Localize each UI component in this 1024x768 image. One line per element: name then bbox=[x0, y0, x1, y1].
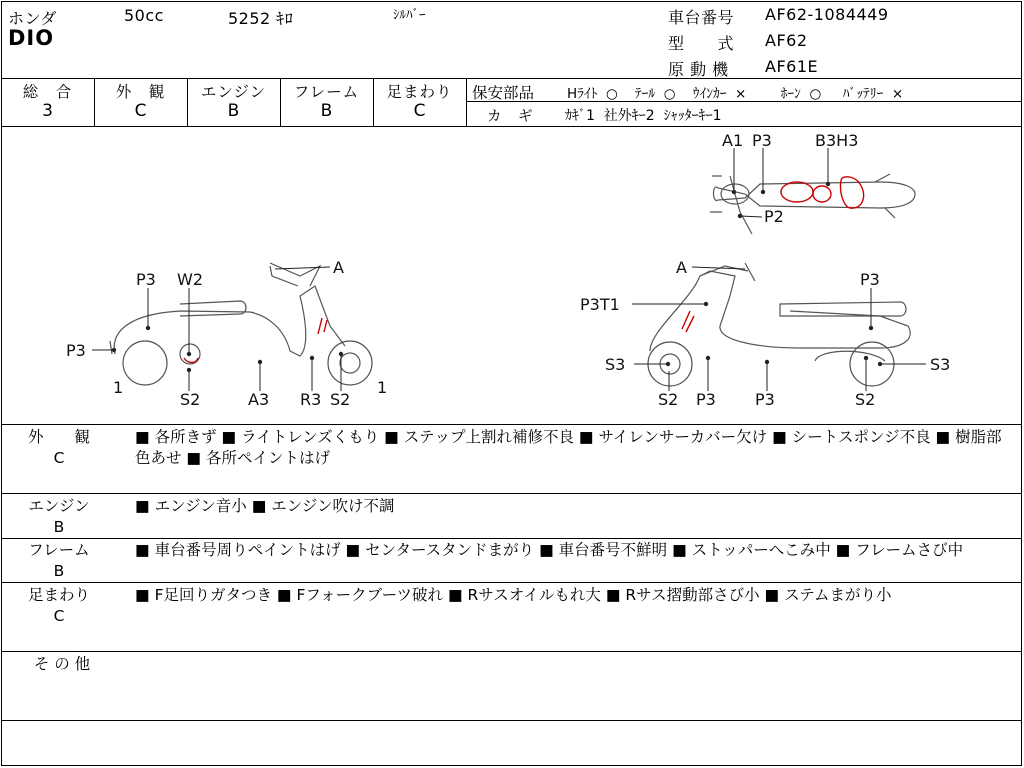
grade-label-frame: フレーム bbox=[293, 83, 360, 101]
grade-value-engine: B bbox=[227, 101, 240, 121]
divider bbox=[1, 538, 1022, 539]
diagram-label: P3 bbox=[136, 270, 156, 289]
diagram-label: S3 bbox=[605, 355, 626, 374]
model-name: DIO bbox=[8, 26, 55, 50]
other-note-label: そ の 他 bbox=[33, 655, 91, 673]
engine-model-value: AF61E bbox=[765, 57, 819, 76]
type-label: 型 式 bbox=[668, 34, 735, 53]
diagram-label: S3 bbox=[930, 355, 951, 374]
diagram-label: S2 bbox=[855, 390, 876, 409]
divider bbox=[1, 78, 1022, 79]
exterior-note-label: 外 観 C bbox=[27, 428, 90, 467]
diagram-label: S2 bbox=[330, 390, 351, 409]
type-value: AF62 bbox=[765, 31, 808, 50]
diagram-label: S2 bbox=[180, 390, 201, 409]
divider bbox=[1, 493, 1022, 494]
grade-label-overall: 総 合 bbox=[22, 83, 73, 101]
suspension-note-text: ■ F足回りガタつき ■ Fフォークブーツ破れ ■ Rサスオイルもれ大 ■ Rサス摺動部さび小 ■ ステムまがり小 bbox=[135, 586, 892, 604]
divider bbox=[1, 424, 1022, 425]
safety-label: 保安部品 bbox=[472, 84, 535, 102]
diagram-label: P3 bbox=[696, 390, 716, 409]
grade-label-exterior: 外 観 bbox=[115, 83, 166, 101]
scooter-top-view bbox=[710, 174, 915, 234]
maker: ホンダ bbox=[8, 9, 57, 28]
diagram-label: W2 bbox=[177, 270, 203, 289]
diagram-label: P2 bbox=[764, 207, 784, 226]
key-label: カ ギ bbox=[487, 109, 534, 125]
displacement: 50cc bbox=[124, 6, 164, 25]
safety-items: Hﾗｲﾄ ○ ﾃｰﾙ ○ ｳｲﾝｶｰ × ﾎｰﾝ ○ ﾊﾞｯﾃﾘｰ × bbox=[567, 86, 904, 102]
diagram-label: 1 bbox=[377, 378, 388, 397]
frame-note-label: フレーム B bbox=[28, 541, 90, 580]
grade-value-overall: 3 bbox=[42, 101, 53, 121]
diagram-label: A3 bbox=[248, 390, 270, 409]
diagram-label: P3 bbox=[66, 341, 86, 360]
label-leaders bbox=[92, 148, 926, 391]
divider bbox=[1, 651, 1022, 652]
damage-diagram bbox=[0, 126, 1024, 424]
diagram-label: R3 bbox=[300, 390, 322, 409]
color-name: ｼﾙﾊﾞｰ bbox=[393, 8, 426, 23]
diagram-label: A1 bbox=[722, 131, 744, 150]
diagram-label: P3 bbox=[860, 270, 880, 289]
divider bbox=[1, 582, 1022, 583]
grade-value-suspension: C bbox=[413, 101, 426, 121]
frame-no-value: AF62-1084449 bbox=[765, 5, 889, 24]
engine-note-label: エンジン B bbox=[28, 497, 90, 536]
grade-value-exterior: C bbox=[134, 101, 147, 121]
mileage: 5252 ｷﾛ bbox=[228, 9, 294, 28]
divider bbox=[1, 720, 1022, 721]
suspension-note-label: 足まわり C bbox=[27, 586, 90, 625]
exterior-note-text: ■ 各所きず ■ ライトレンズくもり ■ ステップ上割れ補修不良 ■ サイレンサーカバー欠け ■ シートスポンジ不良 ■ 樹脂部色あせ ■ 各所ペイントはげ bbox=[135, 428, 1002, 467]
diagram-label: P3 bbox=[755, 390, 775, 409]
frame-no-label: 車台番号 bbox=[668, 8, 735, 27]
diagram-label: B3H3 bbox=[815, 131, 859, 150]
diagram-label: S2 bbox=[658, 390, 679, 409]
diagram-label: P3 bbox=[752, 131, 772, 150]
engine-note-text: ■ エンジン音小 ■ エンジン吹け不調 bbox=[135, 497, 395, 515]
key-value: ｶｷﾞ1 社外ｷｰ2 ｼｬｯﾀｰｷｰ1 bbox=[565, 108, 722, 124]
diagram-label: A bbox=[333, 258, 344, 277]
grade-label-suspension: 足まわり bbox=[386, 83, 453, 101]
diagram-label: P3T1 bbox=[580, 295, 620, 314]
grade-value-frame: B bbox=[320, 101, 333, 121]
diagram-label: A bbox=[676, 258, 687, 277]
grade-label-engine: エンジン bbox=[200, 83, 267, 101]
frame-note-text: ■ 車台番号周りペイントはげ ■ センタースタンドまがり ■ 車台番号不鮮明 ■ ストッパーへこみ中 ■ フレームさび中 bbox=[135, 541, 964, 559]
divider bbox=[466, 78, 467, 126]
engine-model-label: 原 動 機 bbox=[668, 60, 729, 79]
diagram-label: 1 bbox=[113, 378, 124, 397]
